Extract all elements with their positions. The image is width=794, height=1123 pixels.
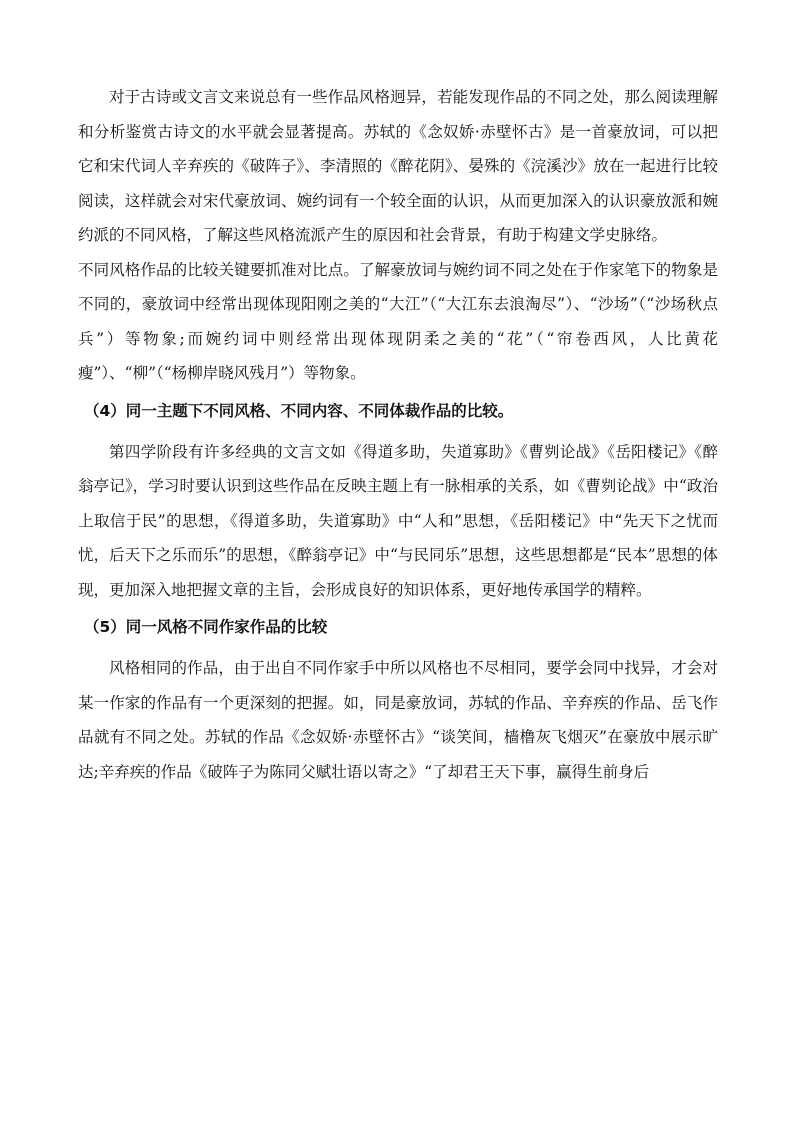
paragraph-classical-prose-themes: 第四学阶段有许多经典的文言文如《得道多助，失道寡助》《曹刿论战》《岳阳楼记》《醉翁亭记》，学习时要认识到这些作品在反映主题上有一脉相承的关系，如《曹刿论战》中“政治上取信于民”的思想，《得道多助，失道寡助》中“人和”思想，《岳阳楼记》中“先天下之忧而忧，后天下之乐而乐”的思想，《醉翁亭记》中“与民同乐”思想，这些思想都是“民本”思想的体现，更加深入地把握文章的主旨，会形成良好的知识体系，更好地传承国学的精粹。 bbox=[78, 442, 718, 599]
paragraph-same-style-different-authors: 风格相同的作品，由于出自不同作家手中所以风格也不尽相同，要学会同中找异，才会对某一作家的作品有一个更深刻的把握。如，同是豪放词，苏轼的作品、辛弃疾的作品、岳飞作品就有不同之处。苏轼的作品《念奴娇·赤壁怀古》“谈笑间，樯橹灰飞烟灭”在豪放中展示旷达;辛弃疾的作品《破阵子为陈同父赋壮语以寄之》“了却君王天下事，赢得生前身后 bbox=[78, 659, 718, 781]
paragraph-comparison-points: 不同风格作品的比较关键要抓准对比点。了解豪放词与婉约词不同之处在于作家笔下的物象是不同的，豪放词中经常出现体现阳刚之美的“大江”（“大江东去浪淘尽”）、“沙场”（“沙场秋点兵”）等物象;而婉约词中则经常出现体现阴柔之美的“花”（“帘卷西风，人比黄花瘦”）、“柳”（“杨柳岸晓风残月”）等物象。 bbox=[78, 260, 718, 382]
paragraph-style-comparison-intro: 对于古诗或文言文来说总有一些作品风格迥异，若能发现作品的不同之处，那么阅读理解和分析鉴赏古诗文的水平就会显著提高。苏轼的《念奴娇·赤壁怀古》是一首豪放词，可以把它和宋代词人辛弃疾的《破阵子》、李清照的《醉花阴》、晏殊的《浣溪沙》放在一起进行比较阅读，这样就会对宋代豪放词、婉约词有一个较全面的认识，从而更加深入的认识豪放派和婉约派的不同风格，了解这些风格流派产生的原因和社会背景，有助于构建文学史脉络。 bbox=[78, 88, 718, 244]
section-heading-5: （5）同一风格不同作家作品的比较 bbox=[84, 618, 328, 636]
document-body bbox=[78, 80, 718, 789]
section-heading-4: （4）同一主题下不同风格、不同内容、不同体裁作品的比较。 bbox=[84, 401, 514, 420]
